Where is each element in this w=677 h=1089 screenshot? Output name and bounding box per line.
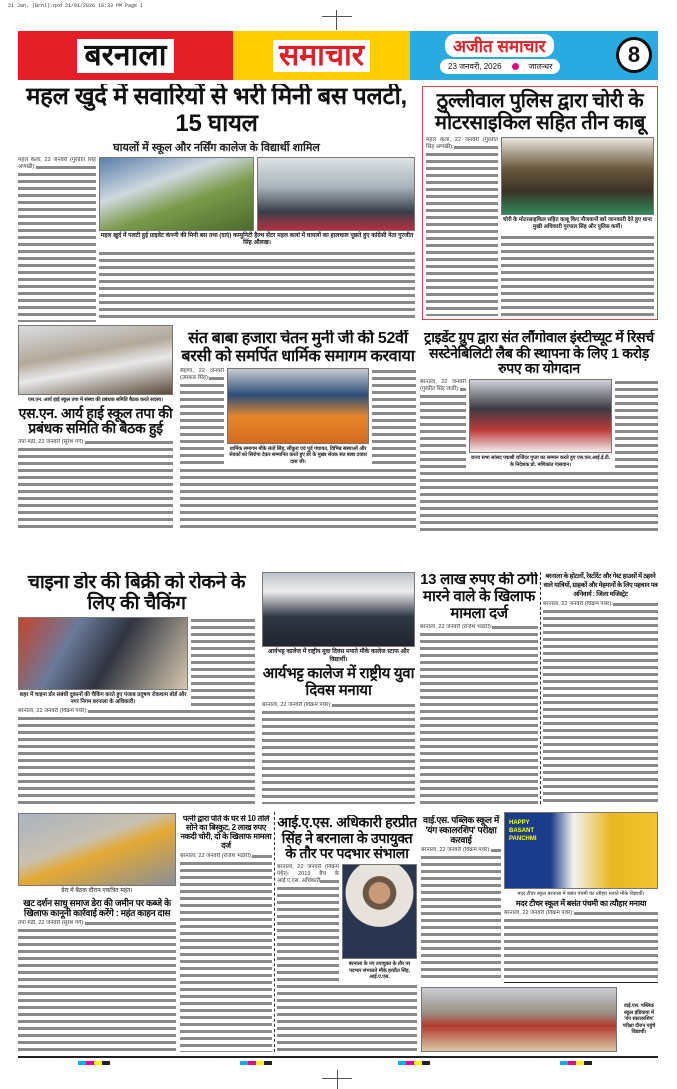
lead-subheadline: घायलों में स्कूल और नर्सिंग कालेज के विद्यार्थी शामिल (113, 141, 320, 154)
school-photo-caption: एस.एन. आर्य हाई स्कूल तपा में संस्था की प्रबंधक समिति बैठक करते सदस्य। (27, 397, 164, 403)
china-door-photo-caption: शहर में चाइना डोर संबंधी दुकानों की चैकिंग करते हुए पंजाब प्रदूषण रोकथाम बोर्ड और नगर निगम बरनाला के अधिकारी। (19, 691, 187, 705)
box-headline: ठुल्लीवाल पुलिस द्वारा चोरी के मोटरसाइकिल सहित तीन काबू (435, 90, 645, 135)
samagam-photo-caption: धार्मिक समागम मौके संतों सिंह, सौंकुरा एवं पूर्व पंचायत, विभिन्न संस्थाओं और सेवकों को सिरोपा देकर सम्मानित करते हुए डेरे के मुख्य सेवक संत बाबा दयाल दास जी। (229, 445, 367, 465)
basant-photo-caption: मदर टीचर स्कूल बरनाला में बसंत पंचमी का त्यौहार मनाते मौके विद्यार्थी। (517, 891, 645, 897)
school-headline: एस.एन. आर्य हाई स्कूल तपा की प्रबंधक समिति की बैठक हुई (18, 404, 173, 437)
article-body-text: तपा मंडी, 22 जनवरी (सुरेश गर्ग): (18, 920, 176, 1052)
column-divider (274, 812, 275, 1052)
ias-photo-caption: बरनाला के नए उपायुक्त के तौर पर पदभार संभालते मौके हरप्रीत सिंह, आई.ए.एस. (348, 961, 411, 981)
article-body-text (99, 250, 415, 322)
article-body-text: बरनाला, 22 जनवरी (गुरप्रीत सिंह लाडी): (420, 379, 466, 468)
edition-city: जालन्धर (528, 62, 553, 71)
school-story (18, 325, 173, 532)
bus-accident-photo (99, 157, 254, 231)
samagam-headline: संत बाबा हजारा चेतन मुनी जी की 52वीं बरसी को समर्पित धार्मिक समागम करवाया (181, 330, 415, 365)
basant-story (504, 812, 658, 980)
thagi-story (420, 572, 538, 804)
ys-exam-photo (421, 987, 617, 1052)
china-door-story (18, 572, 255, 804)
aryabhatt-story (262, 572, 415, 804)
article-body-text: महल कलां, 22 जनवरी (गुरप्रीत सिंह अणखी): (426, 137, 498, 316)
article-body-text: बरनाला, 22 जनवरी (विक्रम पंधेर): (262, 702, 415, 804)
trident-headline: ट्राइडेंट ग्रुप द्वारा संत लौंगोवाल इंस्टीच्यूट में रिसर्च सस्टेनेबिलिटी लैब की स्थापना के लिए 1 करोड़ रुपए का योगदान (424, 330, 654, 377)
article-body-text: महल कलां, 22 जनवरी (गुरप्रीत सिंह अणखी): (18, 157, 96, 322)
police-photo (501, 137, 654, 215)
masthead-title-2: समाचार (273, 40, 370, 72)
ys-story (421, 815, 501, 980)
ias-story (277, 815, 417, 1052)
ys-exam-photo-block (421, 987, 658, 1052)
lead-story (18, 84, 415, 322)
hotel-headline: बरनाला के होटलों, रेस्टोरेंट और गेस्ट हाउसों में ठहरने वाले यात्रियों, ग्राहकों और मेहमानों के लिए पहचान पत्र अनिवार्य : जिला मजिस्ट्रेट (543, 573, 658, 598)
dera-meeting-photo (18, 813, 176, 886)
chori-story (180, 815, 272, 1052)
crop-mark (322, 16, 352, 17)
article-body-text: सैहणा, 22 जनवरी (उमकार सिंह): (180, 368, 224, 466)
bullet-icon (512, 63, 519, 70)
aryabhatt-photo-caption: आर्यभट्ट कालेज में राष्ट्रीय युवा दिवस मनाते मौके कालेज स्टाफ और विद्यार्थी। (267, 649, 410, 663)
basant-headline: मदर टीचर स्कूल में बसंत पंचमी का त्यौहार मनाया (515, 898, 647, 908)
article-body-text (372, 368, 416, 466)
samagam-story (180, 330, 416, 532)
dera-story (18, 813, 176, 1052)
article-body-text (615, 379, 658, 468)
crop-mark (337, 1070, 338, 1089)
color-registration-marks (78, 1061, 110, 1065)
box-photo-caption: चोरी के मोटरसाइकिल सहित काबू किए नौजवानों बारे जानकारी देते हुए थाना मुखी अधिकारी गुरपाल सिंह और पुलिस कर्मी। (503, 216, 652, 231)
hotel-story (543, 572, 658, 804)
article-body-text (277, 983, 417, 1052)
article-body-text: तपा मंडी, 22 जनवरी (सुरेश गर्ग): (18, 439, 173, 532)
color-registration-marks (560, 1061, 592, 1065)
photo-banner-text: HAPPY BASANT PANCHMI (509, 820, 537, 842)
china-door-headline: चाइना डोर की बिक्री को रोकने के लिए की चैकिंग (27, 572, 246, 615)
hospital-photo (257, 157, 415, 231)
column-divider (540, 572, 541, 804)
color-registration-marks (240, 1061, 272, 1065)
lead-headline: महल खुर्द में सवारियों से भरी मिनी बस पलटी, 15 घायल (26, 84, 407, 137)
dera-photo-caption: डेरा में बैठक दौरान एकत्रित महंत। (61, 888, 133, 894)
thagi-headline: 13 लाख रुपए की ठगी मारने वाले के खिलाफ मामला दर्ज (420, 572, 538, 622)
divider (504, 982, 658, 983)
aryabhatt-headline: आर्यभट्ट कालेज में राष्ट्रीय युवा दिवस मनाया (262, 665, 415, 699)
ys-headline: वाई.एस. पब्लिक स्कूल में 'यंग स्कालरशिप' परीक्षा करवाई (423, 815, 499, 846)
basant-panchmi-photo (504, 812, 658, 889)
edition-date: 23 जनवरी, 2026 (448, 62, 502, 71)
article-body-text: बरनाला, 22 जनवरी (विक्रम पंधेर): (543, 601, 658, 804)
crop-mark (336, 10, 337, 30)
boxed-story (422, 86, 658, 320)
article-body-text (501, 234, 654, 316)
page-slug: 21 Jan. (Brnl).qxd 21/01/2026 10:33 PM Page 1 (8, 3, 144, 9)
aryabhatt-photo (262, 572, 415, 647)
china-door-photo (18, 617, 188, 690)
color-registration-marks (398, 1061, 430, 1065)
trident-photo-caption: राज्य सभा सांसद पद्मश्री राजिंदर गुप्ता का सम्मान करते हुए एस.एल.आई.ई.टी. के निदेशक प्रो. मणिकांत पासवान। (470, 455, 611, 468)
school-meeting-photo (18, 325, 173, 395)
chori-headline: पत्नी द्वारा पति के घर से 10 तोले सोने का बिस्कुट, 2 लाख रुपए नकदी चोरी, दो के खिलाफ मामला दर्ज (180, 815, 272, 850)
crop-mark (322, 1078, 352, 1079)
masthead-title-1: बरनाला (77, 39, 175, 73)
ias-headline: आई.ए.एस. अधिकारी हरप्रीत सिंह ने बरनाला के उपायुक्त के तौर पर पदभार संभाला (277, 815, 417, 862)
trident-story (420, 330, 658, 532)
trident-photo (469, 379, 612, 453)
lead-photo-caption: महल खुर्द में पलटी हुई प्राइवेट कंपनी की मिनी बस तथा (दाएं) कम्युनिटी हैल्थ सेंटर महल कलां में घायलों का हालचाल पूछते हुए कांग्रेसी नेता गुरजीत सिंह औलख। (100, 232, 414, 247)
article-body-text: बरनाला, 22 जनवरी (विक्रम पंधेर): (421, 847, 501, 980)
article-body-text: बरनाला, 22 जनवरी (विक्रम पंधेर): 2019 बैच के आई.ए.एस. अधिकारी (277, 864, 339, 981)
bottom-rule (18, 1056, 658, 1058)
article-body-text: बरनाला, 22 जनवरी (राजेश भंडारी): (420, 624, 538, 804)
ys-photo-caption: वाई.एस. पब्लिक स्कूल हंडियाया में 'यंग स्कालरशिप' परीक्षा दौरान पहुंचे विद्यार्थी। (622, 1003, 656, 1036)
article-body-text (191, 617, 255, 706)
deputy-commissioner-photo (342, 864, 417, 959)
article-body-text (180, 467, 416, 532)
article-body-text: बरनाला, 22 जनवरी (विक्रम पंधेर): (18, 708, 255, 804)
article-body-text: बरनाला, 22 जनवरी (राजेश भंडारी): (180, 853, 272, 1052)
article-body-text: बरनाला, 22 जनवरी (विक्रम पंधेर): (504, 910, 658, 980)
samagam-photo (227, 368, 369, 444)
dera-headline: खट दर्शन साधु समाज डेरा की जमीन पर कब्जे के खिलाफ कानूनी कार्रवाई करेंगे : महंत काहन दास (23, 897, 171, 918)
article-body-text (420, 470, 658, 532)
paper-name: अजीत समाचार (445, 34, 554, 57)
page-number: 8 (616, 37, 652, 73)
masthead (18, 31, 658, 80)
